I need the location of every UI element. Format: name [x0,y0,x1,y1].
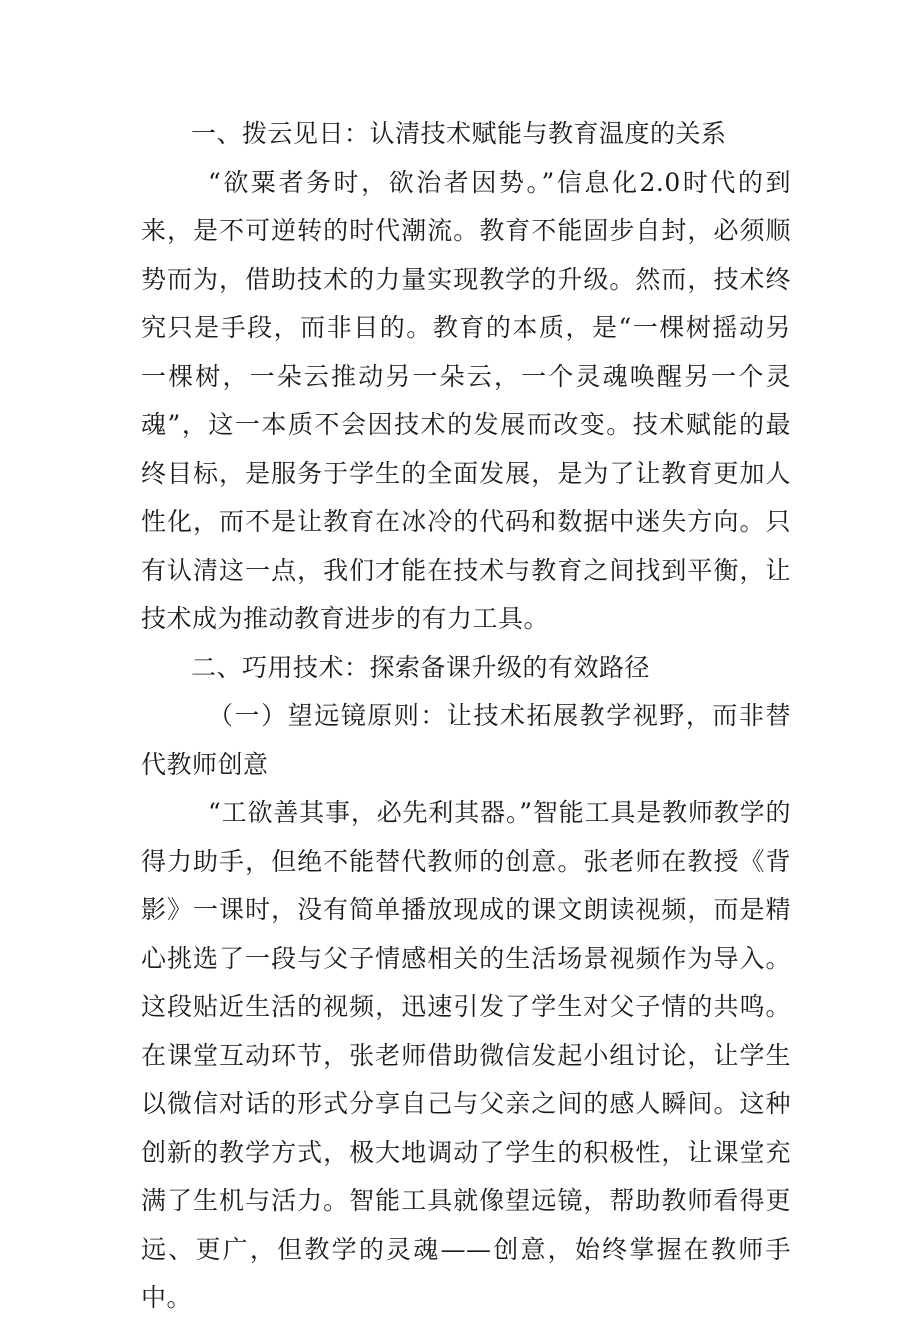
section-1-paragraph: “欲粟者务时，欲治者因势。”信息化2.0时代的到来，是不可逆转的时代潮流。教育不能固步自封，必须顺势而为，借助技术的力量实现教学的升级。然而，技术终究只是手段，而非目的。教育的本质，是“一棵树摇动另一棵树，一朵云推动另一朵云，一个灵魂唤醒另一个灵魂”，这一本质不会因技术的发展而改变。技术赋能的最终目标，是服务于学生的全面发展，是为了让教育更加人性化，而不是让教育在冰冷的代码和数据中迷失方向。只有认清这一点，我们才能在技术与教育之间找到平衡，让技术成为推动教育进步的有力工具。 [141,167,791,633]
document-body [141,110,791,1323]
section-1-heading: 一、拨云见日：认清技术赋能与教育温度的关系 [191,119,727,148]
section-2-heading: 二、巧用技术：探索备课升级的有效路径 [191,652,651,682]
section-2-paragraph: “工欲善其事，必先利其器。”智能工具是教师教学的得力助手，但绝不能替代教师的创意。张老师在教授《背影》一课时，没有简单播放现成的课文朗读视频，而是精心挑选了一段与父子情感相关的生活场景视频作为导入。这段贴近生活的视频，迅速引发了学生对父子情的共鸣。在课堂互动环节，张老师借助微信发起小组讨论，让学生以微信对话的形式分享自己与父亲之间的感人瞬间。这种创新的教学方式，极大地调动了学生的积极性，让课堂充满了生机与活力。智能工具就像望远镜，帮助教师看得更远、更广，但教学的灵魂——创意，始终掌握在教师手中。 [141,798,791,1312]
section-2-subheading: （一）望远镜原则：让技术拓展教学视野，而非替代教师创意 [141,701,791,779]
